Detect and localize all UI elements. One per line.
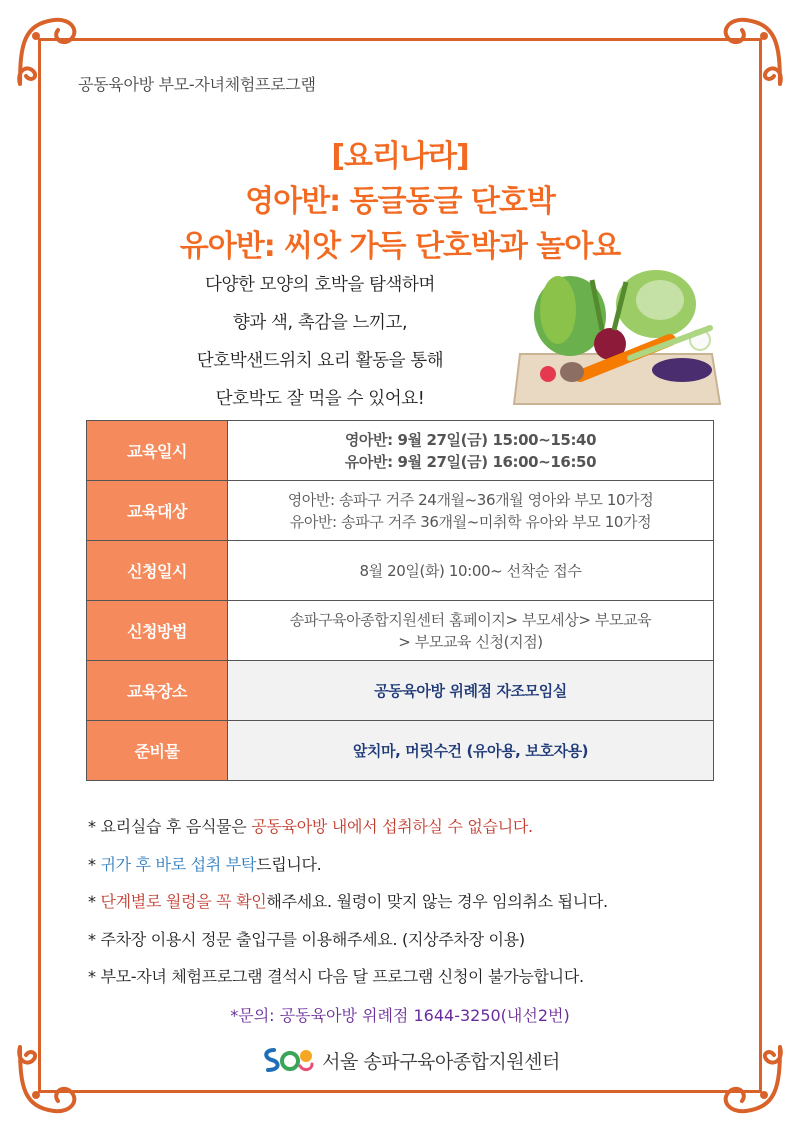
title-line-2: 영아반: 동글동글 단호박: [245, 184, 555, 219]
description-line: 향과 색, 촉감을 느끼고,: [232, 313, 408, 333]
row-label: 신청방법: [87, 601, 228, 661]
row-value-line: 영아반: 송파구 거주 24개월~36개월 영아와 부모 10가정: [287, 490, 654, 509]
note-item: [88, 850, 728, 888]
songpa-center-logo: [260, 1044, 316, 1076]
description: [150, 266, 490, 418]
row-value: [228, 481, 714, 541]
note-text: * 요리실습 후 음식물은: [88, 817, 252, 836]
row-value-line: 유아반: 9월 27일(금) 16:00~16:50: [344, 452, 597, 471]
title-line-1: [요리나라]: [331, 139, 469, 174]
note-text: *: [88, 854, 101, 874]
org-name: 서울 송파구육아종합지원센터: [322, 1050, 560, 1073]
corner-ornament-icon: [710, 14, 786, 90]
notes-list: [88, 812, 728, 1000]
row-value: [228, 541, 714, 601]
row-value-line: 영아반: 9월 27일(금) 15:00~15:40: [344, 430, 597, 449]
note-item: [88, 925, 728, 963]
table-row: [87, 721, 714, 781]
info-table: [86, 420, 714, 781]
row-label: 준비물: [87, 721, 228, 781]
table-row: [87, 661, 714, 721]
note-highlight: 공동육아방 내에서 섭취하실 수 없습니다.: [251, 817, 533, 836]
table-row: [87, 601, 714, 661]
note-text: 드립니다.: [256, 854, 322, 874]
table-row: [87, 421, 714, 481]
row-value: [228, 421, 714, 481]
note-text: * 부모-자녀 체험프로그램 결석시 다음 달 프로그램 신청이 불가능합니다.: [88, 967, 584, 986]
corner-ornament-icon: [14, 1041, 90, 1117]
row-value: [228, 721, 714, 781]
note-item: [88, 812, 728, 850]
vegetable-basket-icon: [510, 258, 728, 408]
row-label: 교육대상: [87, 481, 228, 541]
description-line: 단호박샌드위치 요리 활동을 통해: [196, 351, 444, 371]
title-block: [0, 134, 800, 269]
note-text: * 주차장 이용시 정문 출입구를 이용해주세요. (지상주차장 이용): [88, 929, 525, 949]
row-value-line: > 부모교육 신청(지점): [398, 632, 543, 651]
contact-info: *문의: 공동육아방 위례점 1644-3250(내선2번): [230, 1006, 570, 1025]
note-text: *: [88, 892, 101, 911]
corner-ornament-icon: [710, 1041, 786, 1117]
footer: [240, 1040, 580, 1080]
row-label: 교육장소: [87, 661, 228, 721]
table-row: [87, 541, 714, 601]
row-value-line: 송파구육아종합지원센터 홈페이지> 부모세상> 부모교육: [289, 610, 652, 629]
row-value-line: 유아반: 송파구 거주 36개월~미취학 유아와 부모 10가정: [289, 512, 652, 531]
row-label: 신청일시: [87, 541, 228, 601]
table-row: [87, 481, 714, 541]
row-value: [228, 661, 714, 721]
row-value-line: 공동육아방 위례점 자조모임실: [374, 681, 567, 700]
note-text: 해주세요. 월령이 맞지 않는 경우 임의취소 됩니다.: [266, 892, 608, 911]
row-value-line: 8월 20일(화) 10:00~ 선착순 접수: [359, 561, 582, 580]
note-item: [88, 962, 728, 1000]
note-highlight: 귀가 후 바로 섭취 부탁: [100, 854, 257, 874]
note-item: [88, 887, 728, 925]
row-value: [228, 601, 714, 661]
description-line: 단호박도 잘 먹을 수 있어요!: [215, 389, 425, 409]
row-value-line: 앞치마, 머릿수건 (유아용, 보호자용): [352, 741, 589, 760]
program-header: 공동육아방 부모-자녀체험프로그램: [78, 75, 316, 94]
description-line: 다양한 모양의 호박을 탐색하며: [204, 275, 436, 295]
title-line-3: 유아반: 씨앗 가득 단호박과 놀아요: [179, 229, 621, 264]
note-highlight: 단계별로 월령을 꼭 확인: [100, 892, 267, 911]
row-label: 교육일시: [87, 421, 228, 481]
